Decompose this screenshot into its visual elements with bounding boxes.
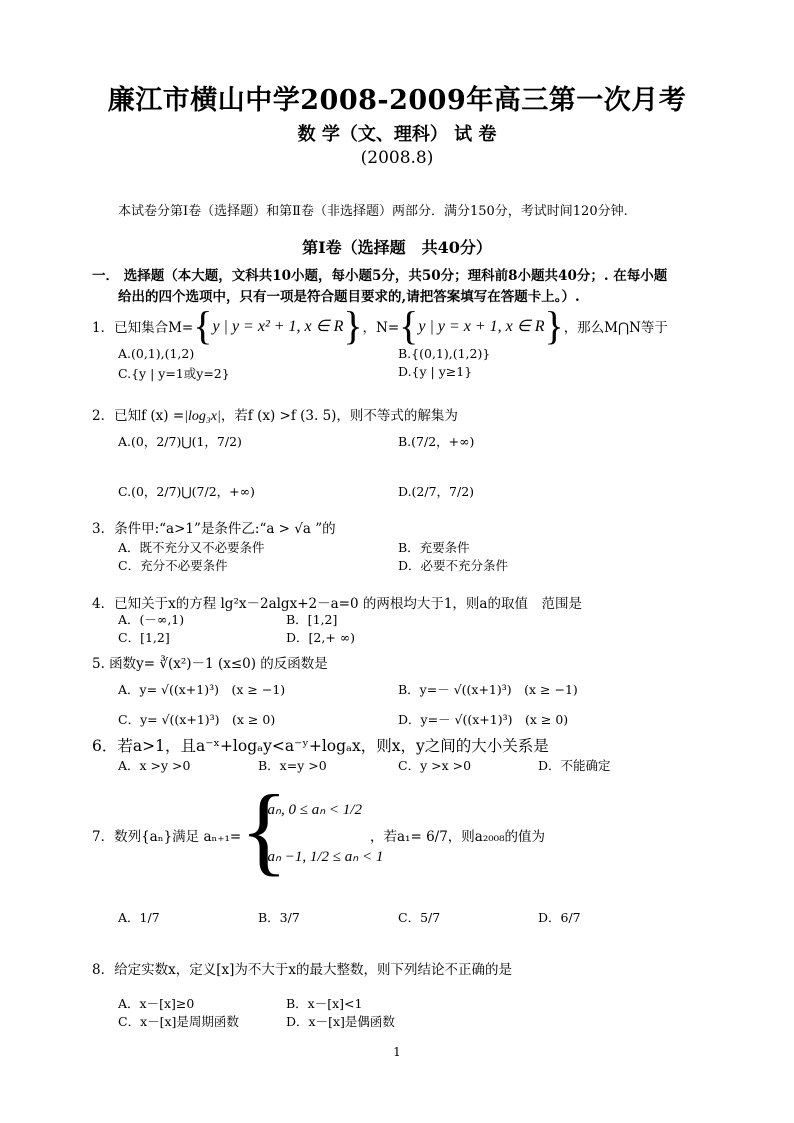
page-number: 1 xyxy=(393,1045,401,1059)
q2-option-a: A.(0，2/7)⋃(1，7/2) xyxy=(118,434,242,449)
q3-option-c: C．充分不必要条件 xyxy=(118,558,228,573)
question-6-stem: 6．若a>1，且a⁻ˣ+logₐy<a⁻ʸ+logₐx，则x，y之间的大小关系是 xyxy=(92,737,549,755)
q7-option-d: D．6/7 xyxy=(538,910,581,925)
q2-option-c: C.(0，2/7)⋃(7/2，+∞) xyxy=(118,484,255,499)
q1-prefix: 1．已知集合M= xyxy=(92,320,194,336)
q5-option-c: C．y= √((x+1)³) (x ≥ 0) xyxy=(118,712,276,727)
q8-option-a: A．x－[x]≥0 xyxy=(118,996,195,1011)
page-subtitle: 数 学（文、理科） 试 卷 xyxy=(297,124,497,145)
q7-option-c: C．5/7 xyxy=(398,910,441,925)
question-2-stem: 2．已知f (x) =|log₃x|，若f (x) >f (3. 5)，则不等式的解集为 xyxy=(92,408,458,424)
q6-option-a: A．x >y >0 xyxy=(118,758,191,773)
q7-option-b: B．3/7 xyxy=(258,910,300,925)
q2-expr: |log₃x| xyxy=(184,409,221,424)
q6-option-b: B．x=y >0 xyxy=(258,758,327,773)
q1-set-m: y | y = x² + 1, x ∈ R xyxy=(212,318,344,335)
q7-option-a: A．1/7 xyxy=(118,910,160,925)
q1-suffix: ，那么M⋂N等于 xyxy=(563,320,668,336)
q8-option-b: B．x－[x]<1 xyxy=(286,996,363,1011)
question-8-stem: 8．给定实数x，定义[x]为不大于x的最大整数，则下列结论不正确的是 xyxy=(92,962,512,978)
q4-option-d: D．[2,+ ∞) xyxy=(286,630,356,645)
q1-option-d: D.{y | y≥1} xyxy=(398,364,473,379)
section-title: 第Ⅰ卷（选择题 共40分） xyxy=(302,238,492,257)
q3-option-a: A．既不充分又不必要条件 xyxy=(118,540,265,555)
instructions-line-2: 给出的四个选项中，只有一项是符合题目要求的,请把答案填写在答题卡上。）. xyxy=(118,289,580,305)
q6-option-c: C．y >x >0 xyxy=(398,758,472,773)
q4-option-a: A．(－∞,1) xyxy=(118,612,185,627)
q7-prefix: 7．数列{aₙ}满足 aₙ₊₁= xyxy=(92,829,242,845)
q2-option-d: D.(2/7，7/2) xyxy=(398,484,475,499)
question-1-stem: 1．已知集合M= { y | y = x² + 1, x ∈ R } ，N= { y | y = x + 1, x ∈ R } ，那么M⋂N等于 xyxy=(92,303,668,348)
q8-option-d: D．x－[x]是偶函数 xyxy=(286,1014,395,1029)
instructions-line-1: 一． 选择题（本大题，文科共10小题，每小题5分，共50分；理科前8小题共40分；. 在每小题 xyxy=(92,268,668,284)
q7-case-brace: { xyxy=(240,774,288,885)
q5-option-d: D．y=－ √((x+1)³) (x ≥ 0) xyxy=(398,712,569,727)
q1-option-a: A.(0,1),(1,2) xyxy=(118,346,195,361)
q8-option-c: C．x－[x]是周期函数 xyxy=(118,1014,239,1029)
question-5-stem: 5. 函数y= ∛(x²)－1 (x≤0) 的反函数是 xyxy=(92,656,328,672)
q1-set-n: y | y = x + 1, x ∈ R xyxy=(418,318,545,335)
q3-option-b: B．充要条件 xyxy=(398,540,470,555)
q7-suffix: ，若a₁= 6/7，则a₂₀₀₈的值为 xyxy=(370,829,545,845)
q4-option-c: C．[1,2] xyxy=(118,630,170,645)
q1-option-c: C.{y | y=1或y=2} xyxy=(118,366,230,381)
page-title: 廉江市横山中学2008-2009年高三第一次月考 xyxy=(107,85,687,116)
q1-mid: ，N= xyxy=(362,320,400,336)
q1-option-b: B.{(0,1),(1,2)} xyxy=(398,346,491,361)
question-4-stem: 4．已知关于x的方程 lg²x－2algx+2－a=0 的两根均大于1，则a的取值 范围是 xyxy=(92,596,582,612)
q4-option-b: B．[1,2] xyxy=(286,612,338,627)
q7-case-2: 2aₙ −1, 1/2 ≤ aₙ < 1 xyxy=(260,849,384,865)
intro-note: 本试卷分第Ⅰ卷（选择题）和第Ⅱ卷（非选择题）两部分．满分150分，考试时间120分钟. xyxy=(118,204,628,219)
q5-option-b: B．y=－ √((x+1)³) (x ≥ −1) xyxy=(398,682,578,697)
q2-option-b: B.(7/2，+∞) xyxy=(398,434,475,449)
q5-option-a: A．y= √((x+1)³) (x ≥ −1) xyxy=(118,682,286,697)
q3-option-d: D．必要不充分条件 xyxy=(398,558,509,573)
exam-date: (2008.8) xyxy=(360,148,434,168)
question-3-stem: 3．条件甲:“a>1”是条件乙:“a > √a ”的 xyxy=(92,521,336,537)
q6-option-d: D．不能确定 xyxy=(538,758,611,773)
q7-case-1: 2aₙ, 0 ≤ aₙ < 1/2 xyxy=(260,802,362,818)
